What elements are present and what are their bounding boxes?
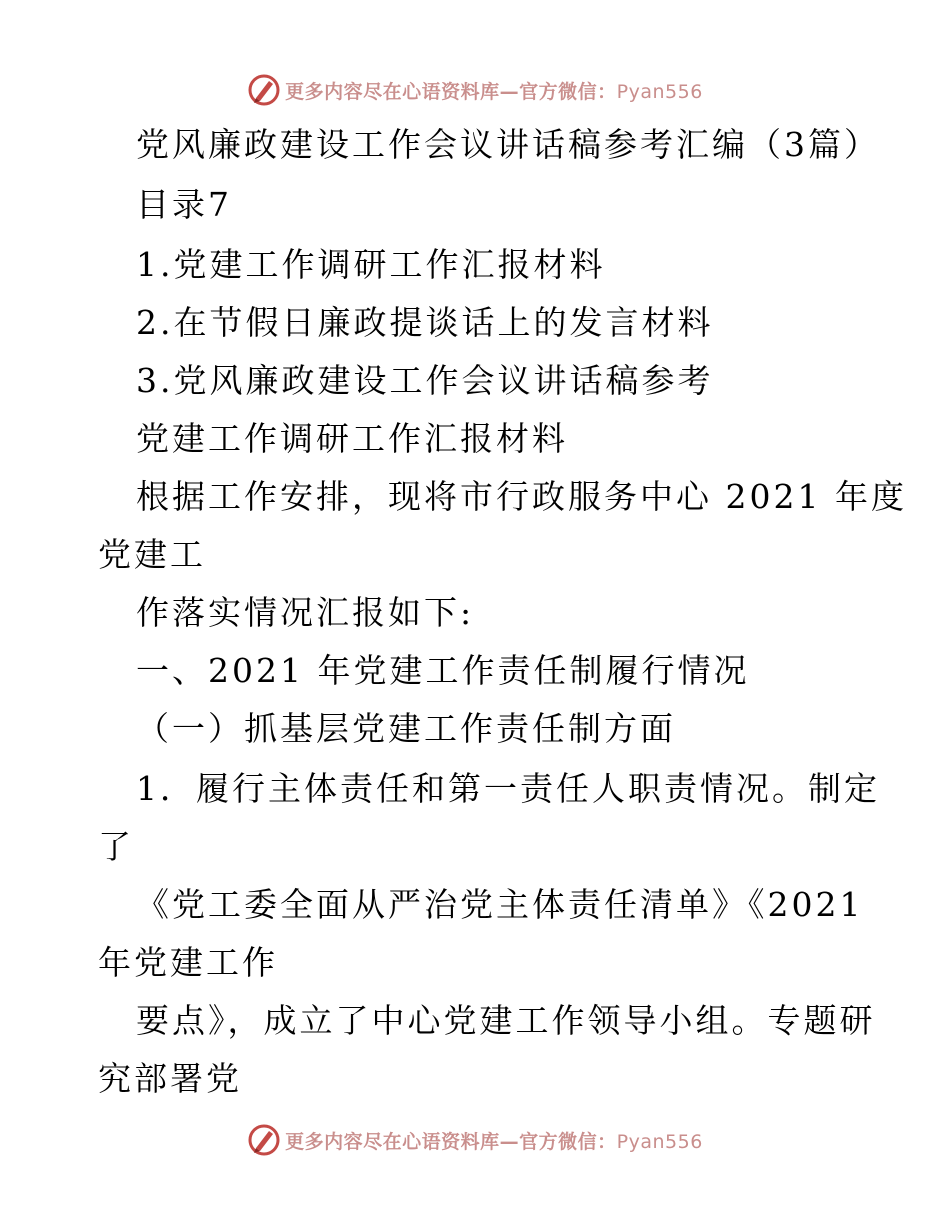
pen-logo-icon (247, 1123, 281, 1157)
paragraph-line: 了 (98, 827, 134, 866)
toc-item-1: 1.党建工作调研工作汇报材料 (136, 245, 606, 284)
paragraph-line: 《党工委全面从严治党主体责任清单》《2021 (136, 885, 864, 924)
watermark-text: 更多内容尽在心语资料库—官方微信：Pyan556 (285, 1130, 703, 1153)
paragraph-line: 年党建工作 (98, 943, 278, 982)
section-title: 党建工作调研工作汇报材料 (136, 419, 568, 458)
heading-level-2: （一）抓基层党建工作责任制方面 (136, 709, 676, 748)
toc-item-3: 3.党风廉政建设工作会议讲话稿参考 (136, 361, 714, 400)
paragraph-line: 究部署党 (98, 1059, 242, 1098)
paragraph-line: 作落实情况汇报如下: (136, 593, 475, 632)
paragraph-line: 党建工 (98, 535, 206, 574)
watermark-bottom (0, 1120, 950, 1160)
document-title: 党风廉政建设工作会议讲话稿参考汇编（3篇） (136, 125, 880, 164)
paragraph-line: 要点》，成立了中心党建工作领导小组。专题研 (136, 1001, 876, 1040)
paragraph-line: 1．履行主体责任和第一责任人职责情况。制定 (136, 769, 880, 808)
watermark-top (0, 70, 950, 110)
heading-level-1: 一、2021 年党建工作责任制履行情况 (136, 651, 750, 690)
watermark-text: 更多内容尽在心语资料库—官方微信：Pyan556 (285, 80, 703, 103)
paragraph-line: 根据工作安排，现将市行政服务中心 2021 年度 (136, 477, 907, 516)
toc-item-2: 2.在节假日廉政提谈话上的发言材料 (136, 303, 714, 342)
toc-heading: 目录7 (136, 185, 232, 224)
pen-logo-icon (247, 73, 281, 107)
